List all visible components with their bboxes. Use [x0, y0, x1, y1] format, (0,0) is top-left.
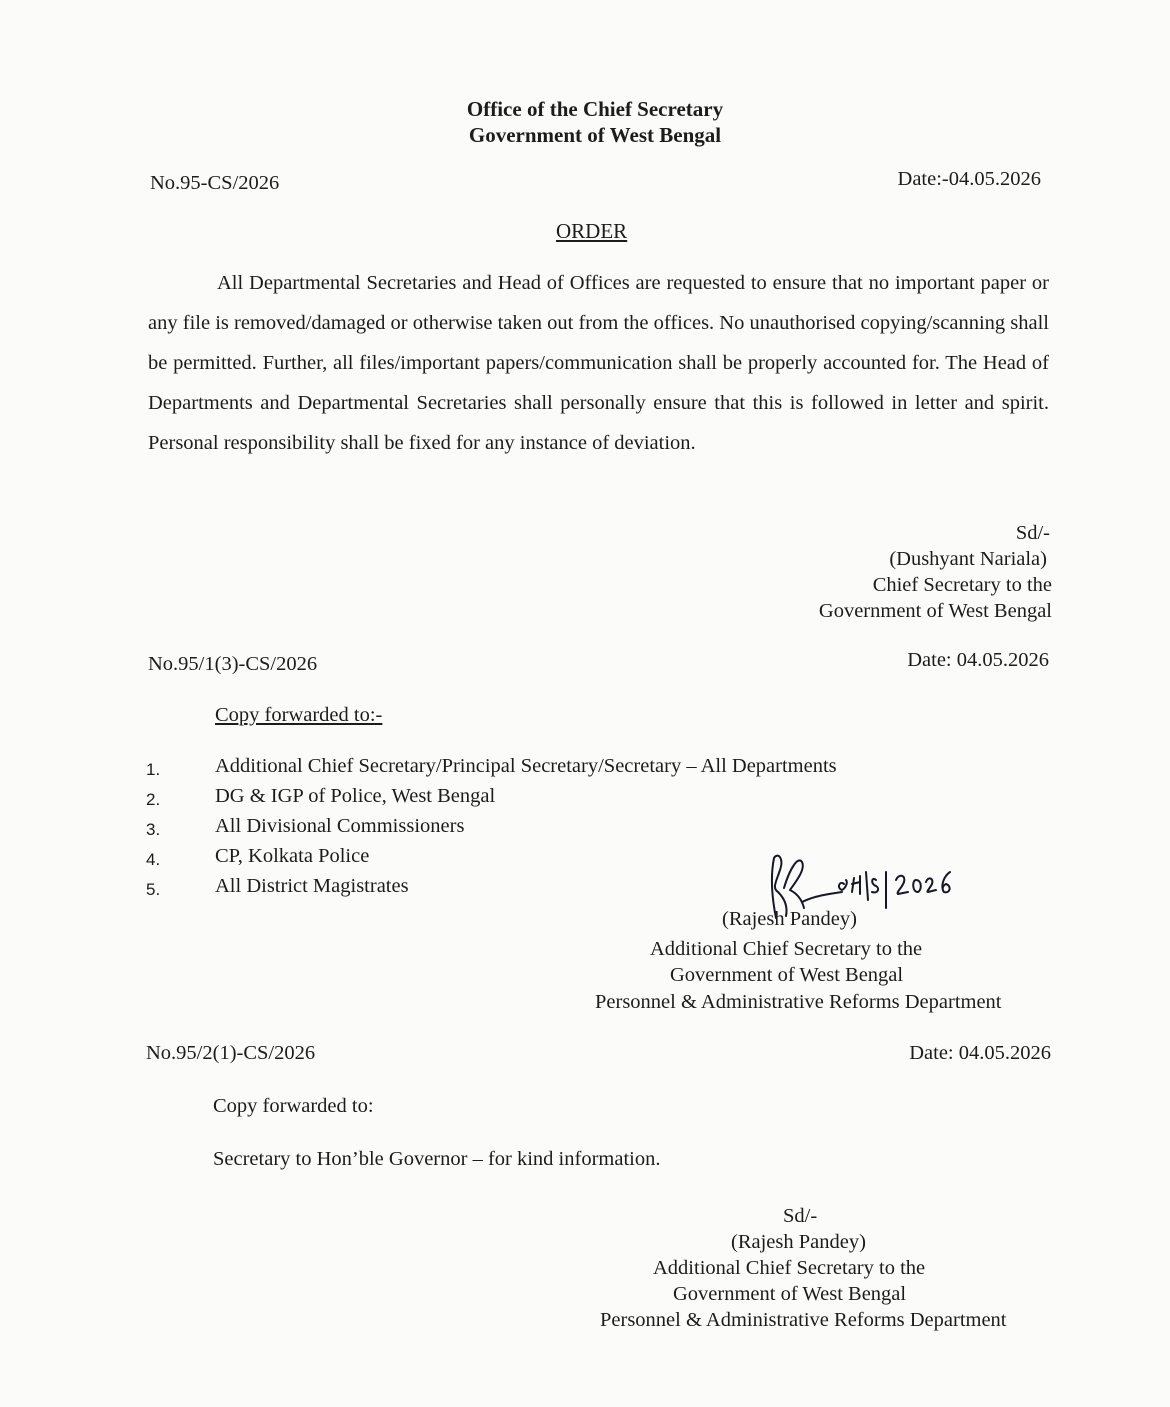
signatory-department-3: Personnel & Administrative Reforms Department: [600, 1309, 1007, 1331]
list-number: 4.: [146, 850, 161, 869]
copy-date-2: Date: 04.05.2026: [909, 1042, 1051, 1064]
letterhead-government: Government of West Bengal: [468, 123, 722, 147]
copy-date-1: Date: 04.05.2026: [907, 649, 1049, 671]
signatory-government: Government of West Bengal: [818, 600, 1052, 622]
copy-number-1: No.95/1(3)-CS/2026: [148, 653, 318, 675]
copy-recipient-2: Secretary to Hon’ble Governor – for kind information.: [213, 1148, 661, 1170]
recipient-list: [146, 753, 837, 903]
letterhead: [0, 96, 1170, 148]
list-item: [146, 843, 837, 873]
signatory-department-2: Personnel & Administrative Reforms Department: [595, 991, 1002, 1013]
order-body-text: All Departmental Secretaries and Head of Offices are requested to ensure that no important paper or any file is removed/damaged or otherwise taken out from the offices. No unauthorised copying/scanning shall be permitted. Further, all files/important papers/communication shall be properly accounted for. The Head of Departments and Departmental Secretaries shall personally ensure that this is followed in letter and spirit. Personal responsibility shall be fixed for any instance of deviation.: [148, 272, 1049, 454]
list-item: [146, 813, 837, 843]
order-number: No.95-CS/2026: [150, 172, 280, 194]
list-text: DG & IGP of Police, West Bengal: [215, 785, 496, 807]
signatory-name: (Dushyant Nariala): [889, 548, 1047, 570]
list-text: All Divisional Commissioners: [215, 815, 465, 837]
list-text: CP, Kolkata Police: [215, 845, 370, 867]
list-text: Additional Chief Secretary/Principal Secretary/Secretary – All Departments: [215, 755, 837, 777]
signatory-designation: Chief Secretary to the: [872, 574, 1052, 596]
list-number: 1.: [146, 760, 161, 779]
copy-number-2: No.95/2(1)-CS/2026: [146, 1042, 316, 1064]
list-item: [146, 783, 837, 813]
signatory-government-3: Government of West Bengal: [673, 1283, 907, 1305]
list-item: [146, 753, 837, 783]
signature-block-chief-secretary: [819, 520, 1052, 624]
letterhead-office: Office of the Chief Secretary: [466, 97, 724, 121]
order-date: Date:-04.05.2026: [897, 168, 1041, 190]
sd-mark-3: Sd/-: [783, 1205, 818, 1227]
signatory-designation-3: Additional Chief Secretary to the: [653, 1257, 926, 1279]
signatory-name-3: (Rajesh Pandey): [731, 1231, 866, 1253]
signatory-designation-2: Additional Chief Secretary to the: [650, 938, 923, 960]
list-number: 2.: [146, 790, 161, 809]
list-text: All District Magistrates: [215, 875, 409, 897]
signatory-name-2: (Rajesh Pandey): [722, 908, 857, 930]
order-body: [148, 263, 1049, 463]
list-number: 3.: [146, 820, 161, 839]
order-title: ORDER: [556, 219, 628, 243]
list-number: 5.: [146, 880, 161, 899]
copy-heading-2: Copy forwarded to:: [213, 1095, 374, 1117]
signatory-government-2: Government of West Bengal: [670, 964, 904, 986]
copy-heading-1: Copy forwarded to:-: [215, 704, 383, 726]
sd-mark: Sd/-: [1015, 522, 1050, 544]
list-item: [146, 873, 837, 903]
